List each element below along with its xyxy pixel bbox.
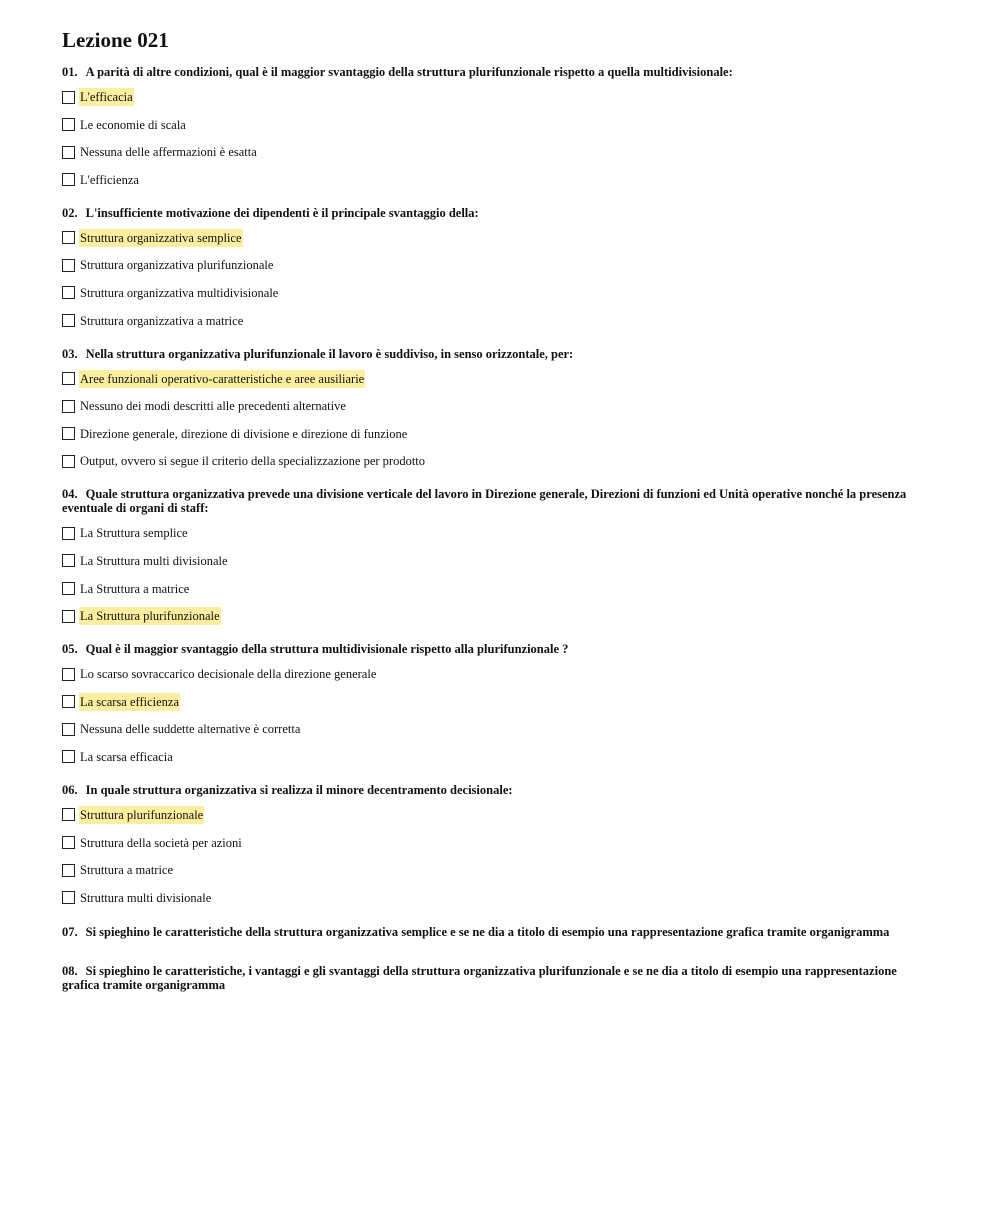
answer-checkbox[interactable] bbox=[62, 695, 75, 708]
answer-option[interactable] bbox=[62, 425, 932, 443]
answer-checkbox[interactable] bbox=[62, 259, 75, 272]
question-number: 05. bbox=[62, 642, 78, 657]
answer-checkbox[interactable] bbox=[62, 231, 75, 244]
answer-label: Struttura a matrice bbox=[80, 863, 174, 878]
answer-checkbox[interactable] bbox=[62, 400, 75, 413]
question-02 bbox=[62, 206, 932, 330]
answer-checkbox[interactable] bbox=[62, 750, 75, 763]
question-text bbox=[62, 206, 932, 220]
answer-option[interactable] bbox=[62, 256, 932, 274]
answer-label: Struttura organizzativa semplice bbox=[80, 230, 242, 245]
answer-list bbox=[62, 806, 932, 907]
question-number: 03. bbox=[62, 346, 78, 361]
question-body: Quale struttura organizzativa prevede una divisione verticale del lavoro in Direzione generale, Direzioni di funzioni ed Unità operative nonché la presenza eventuale di organi di staff: bbox=[62, 487, 907, 516]
open-question-07 bbox=[62, 925, 932, 939]
question-text bbox=[62, 487, 932, 515]
question-01 bbox=[62, 65, 932, 189]
question-04 bbox=[62, 487, 932, 625]
answer-checkbox[interactable] bbox=[62, 836, 75, 849]
question-body: A parità di altre condizioni, qual è il maggior svantaggio della struttura plurifunzionale rispetto a quella multidivisionale: bbox=[85, 65, 733, 79]
answer-label: L'efficienza bbox=[80, 172, 139, 187]
question-body: L'insufficiente motivazione dei dipendenti è il principale svantaggio della: bbox=[85, 205, 479, 220]
question-text bbox=[62, 783, 932, 797]
answer-label: Le economie di scala bbox=[80, 117, 186, 132]
question-body: Si spieghino le caratteristiche, i vantaggi e gli svantaggi della struttura organizzativa plurifunzionale e se ne dia a titolo di esempio una rappresentazione grafica tramite organigramma bbox=[62, 963, 897, 992]
question-text bbox=[62, 65, 932, 79]
question-body: Qual è il maggior svantaggio della struttura multidivisionale rispetto alla plurifunzionale ? bbox=[85, 642, 569, 657]
answer-checkbox[interactable] bbox=[62, 808, 75, 821]
document-page bbox=[62, 28, 932, 1017]
answer-checkbox[interactable] bbox=[62, 554, 75, 567]
answer-option[interactable] bbox=[62, 720, 932, 738]
answer-checkbox[interactable] bbox=[62, 864, 75, 877]
answer-label: La scarsa efficienza bbox=[80, 694, 180, 709]
answer-option[interactable] bbox=[62, 524, 932, 542]
answer-label: Nessuna delle suddette alternative è corretta bbox=[80, 722, 301, 737]
answer-option[interactable] bbox=[62, 861, 932, 879]
answer-option[interactable] bbox=[62, 889, 932, 907]
answer-option[interactable] bbox=[62, 552, 932, 570]
answer-checkbox[interactable] bbox=[62, 455, 75, 468]
answer-option[interactable] bbox=[62, 312, 932, 330]
answer-label: La Struttura multi divisionale bbox=[80, 553, 228, 568]
question-number: 04. bbox=[62, 487, 78, 502]
question-text bbox=[62, 642, 932, 656]
answer-checkbox[interactable] bbox=[62, 286, 75, 299]
answer-label: Nessuno dei modi descritti alle precedenti alternative bbox=[80, 399, 346, 414]
answer-checkbox[interactable] bbox=[62, 891, 75, 904]
answer-option[interactable] bbox=[62, 171, 932, 189]
answer-label: Struttura plurifunzionale bbox=[80, 807, 204, 822]
answer-list bbox=[62, 229, 932, 330]
answer-label: Direzione generale, direzione di divisione e direzione di funzione bbox=[80, 426, 408, 441]
answer-label: La Struttura semplice bbox=[80, 526, 188, 541]
answer-option[interactable] bbox=[62, 580, 932, 598]
answer-checkbox[interactable] bbox=[62, 723, 75, 736]
answer-option[interactable] bbox=[62, 116, 932, 134]
question-body: Si spieghino le caratteristiche della struttura organizzativa semplice e se ne dia a titolo di esempio una rappresentazione grafica tramite organigramma bbox=[85, 924, 890, 939]
answer-label: Struttura organizzativa plurifunzionale bbox=[80, 258, 274, 273]
answer-label: La scarsa efficacia bbox=[80, 749, 173, 764]
answer-list bbox=[62, 370, 932, 471]
answer-option[interactable] bbox=[62, 665, 932, 683]
answer-option[interactable] bbox=[62, 88, 932, 106]
answer-label: Nessuna delle affermazioni è esatta bbox=[80, 145, 257, 160]
question-05 bbox=[62, 642, 932, 766]
answer-label: Struttura organizzativa a matrice bbox=[80, 313, 244, 328]
answer-checkbox[interactable] bbox=[62, 314, 75, 327]
answer-checkbox[interactable] bbox=[62, 427, 75, 440]
answer-option[interactable] bbox=[62, 452, 932, 470]
answer-checkbox[interactable] bbox=[62, 372, 75, 385]
lesson-title: Lezione 021 bbox=[62, 28, 169, 52]
answer-checkbox[interactable] bbox=[62, 91, 75, 104]
answer-list bbox=[62, 665, 932, 766]
answer-option[interactable] bbox=[62, 143, 932, 161]
answer-checkbox[interactable] bbox=[62, 668, 75, 681]
question-number: 08. bbox=[62, 963, 78, 978]
question-body: Nella struttura organizzativa plurifunzionale il lavoro è suddiviso, in senso orizzontale, per: bbox=[85, 346, 574, 361]
open-question-08 bbox=[62, 964, 932, 992]
answer-label: Struttura organizzativa multidivisionale bbox=[80, 285, 279, 300]
question-body: In quale struttura organizzativa si realizza il minore decentramento decisionale: bbox=[85, 782, 513, 797]
answer-option[interactable] bbox=[62, 229, 932, 247]
answer-option[interactable] bbox=[62, 748, 932, 766]
answer-label: Output, ovvero si segue il criterio della specializzazione per prodotto bbox=[80, 454, 426, 469]
answer-option[interactable] bbox=[62, 284, 932, 302]
answer-option[interactable] bbox=[62, 607, 932, 625]
answer-label: La Struttura plurifunzionale bbox=[80, 609, 220, 624]
answer-label: L'efficacia bbox=[80, 90, 133, 104]
answer-checkbox[interactable] bbox=[62, 582, 75, 595]
answer-label: Struttura multi divisionale bbox=[80, 890, 212, 905]
question-number: 01. bbox=[62, 65, 78, 79]
answer-option[interactable] bbox=[62, 806, 932, 824]
question-number: 06. bbox=[62, 782, 78, 797]
answer-label: Lo scarso sovraccarico decisionale della direzione generale bbox=[80, 667, 377, 682]
answer-checkbox[interactable] bbox=[62, 610, 75, 623]
answer-label: Aree funzionali operativo-caratteristiche e aree ausiliarie bbox=[80, 371, 365, 386]
answer-checkbox[interactable] bbox=[62, 527, 75, 540]
answer-option[interactable] bbox=[62, 370, 932, 388]
answer-label: Struttura della società per azioni bbox=[80, 835, 242, 850]
answer-list bbox=[62, 524, 932, 625]
answer-label: La Struttura a matrice bbox=[80, 581, 190, 596]
answer-option[interactable] bbox=[62, 693, 932, 711]
question-06 bbox=[62, 783, 932, 907]
question-03 bbox=[62, 347, 932, 471]
answer-checkbox[interactable] bbox=[62, 118, 75, 131]
question-text bbox=[62, 347, 932, 361]
answer-checkbox[interactable] bbox=[62, 173, 75, 186]
question-number: 02. bbox=[62, 205, 78, 220]
question-number: 07. bbox=[62, 924, 78, 939]
answer-list bbox=[62, 88, 932, 189]
answer-checkbox[interactable] bbox=[62, 146, 75, 159]
answer-option[interactable] bbox=[62, 397, 932, 415]
answer-option[interactable] bbox=[62, 834, 932, 852]
